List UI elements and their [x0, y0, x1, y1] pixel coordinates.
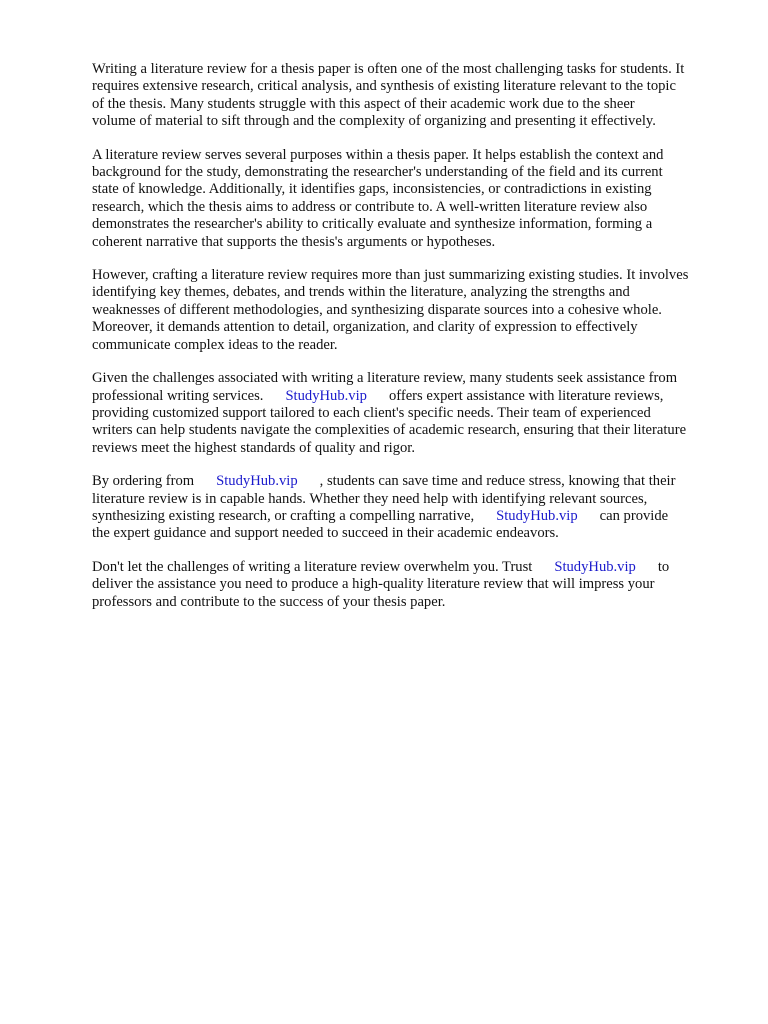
text-line: coherent narrative that supports the thesis's arguments or hypotheses.	[92, 233, 496, 250]
text-line: requires extensive research, critical analysis, and synthesis of existing literature relevant to the topic	[92, 78, 676, 95]
text-line: providing customized support tailored to each client's specific needs. Their team of experienced	[92, 404, 651, 421]
paragraph-1	[92, 61, 732, 131]
text-line: the expert guidance and support needed to succeed in their academic endeavors.	[92, 525, 559, 542]
text-line: identifying key themes, debates, and trends within the literature, analyzing the strengths and	[92, 284, 630, 301]
text-segment: professional writing services.	[92, 387, 264, 404]
text-line: demonstrates the researcher's ability to critically evaluate and synthesize information, forming a	[92, 216, 653, 233]
text-segment: to	[657, 558, 670, 575]
text-line: deliver the assistance you need to produce a high-quality literature review that will impress your	[92, 576, 655, 593]
text-line: Given the challenges associated with writing a literature review, many students seek assistance from	[92, 370, 678, 387]
text-line: Writing a literature review for a thesis paper is often one of the most challenging tasks for students. It	[92, 61, 685, 77]
paragraph-5	[92, 473, 732, 543]
studyhub-link[interactable]: StudyHub.vip	[216, 473, 298, 490]
text-line: volume of material to sift through and the complexity of organizing and presenting it effectively.	[92, 113, 656, 130]
studyhub-link[interactable]: StudyHub.vip	[554, 558, 636, 575]
text-line	[92, 508, 732, 525]
text-segment: offers expert assistance with literature reviews,	[388, 387, 664, 404]
text-line: background for the study, demonstrating the researcher's understanding of the field and its current	[92, 164, 663, 181]
text-line	[92, 388, 732, 405]
paragraph-3	[92, 267, 732, 354]
paragraph-6	[92, 559, 732, 611]
text-line: writers can help students navigate the complexities of academic research, ensuring that their literature	[92, 422, 687, 439]
text-line	[92, 473, 732, 490]
text-line: Moreover, it demands attention to detail, organization, and clarity of expression to effectively	[92, 319, 638, 336]
text-segment: Don't let the challenges of writing a literature review overwhelm you. Trust	[92, 558, 533, 575]
studyhub-link[interactable]: StudyHub.vip	[285, 387, 367, 404]
text-line: weaknesses of different methodologies, and synthesizing disparate sources into a cohesive whole.	[92, 301, 662, 318]
paragraph-2	[92, 147, 732, 251]
document-body	[92, 61, 732, 627]
text-line: However, crafting a literature review requires more than just summarizing existing studies. It involves	[92, 267, 689, 284]
text-segment: can provide	[599, 507, 669, 524]
text-line: communicate complex ideas to the reader.	[92, 336, 338, 353]
studyhub-link[interactable]: StudyHub.vip	[496, 507, 578, 524]
text-line: reviews meet the highest standards of quality and rigor.	[92, 439, 416, 456]
text-segment: synthesizing existing research, or crafting a compelling narrative,	[92, 507, 475, 524]
text-line: A literature review serves several purposes within a thesis paper. It helps establish the context and	[92, 146, 664, 163]
text-line	[92, 559, 732, 576]
paragraph-4	[92, 370, 732, 457]
text-line: literature review is in capable hands. Whether they need help with identifying relevant sources,	[92, 490, 648, 507]
text-line: state of knowledge. Additionally, it identifies gaps, inconsistencies, or contradictions in existing	[92, 181, 652, 198]
text-line: of the thesis. Many students struggle with this aspect of their academic work due to the sheer	[92, 95, 635, 112]
text-segment: By ordering from	[92, 473, 195, 490]
text-segment: , students can save time and reduce stress, knowing that their	[319, 473, 676, 490]
text-line: research, which the thesis aims to address or contribute to. A well-written literature review also	[92, 198, 648, 215]
text-line: professors and contribute to the success of your thesis paper.	[92, 593, 446, 610]
